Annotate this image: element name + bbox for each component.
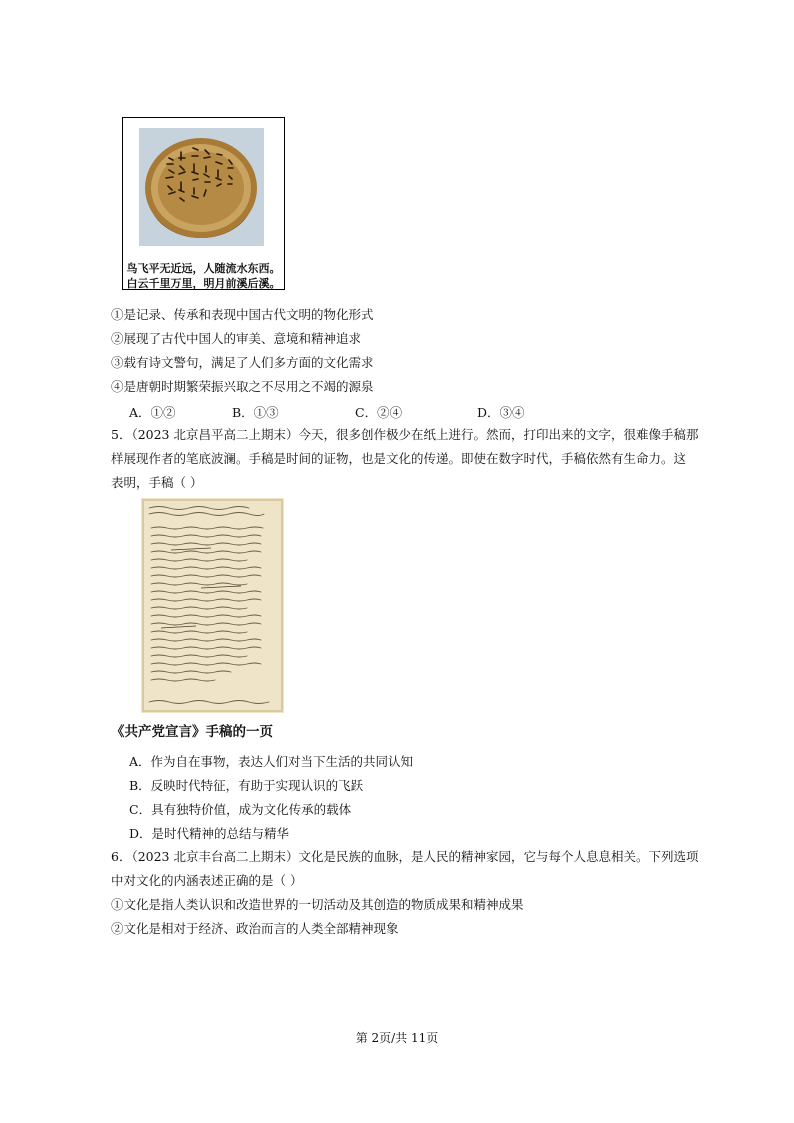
q5-stem-line3: 表明，手稿（ ） <box>111 475 203 490</box>
q4-choice-d[interactable]: D．③④ <box>477 405 525 420</box>
bowl-illustration <box>139 128 264 246</box>
page-footer: 第 2页/共 11页 <box>355 1031 439 1045</box>
q4-choices <box>129 403 629 419</box>
manuscript-caption: 《共产党宣言》手稿的一页 <box>111 724 273 740</box>
q4-statement-4: ④是唐朝时期繁荣振兴取之不尽用之不竭的源泉 <box>111 379 374 394</box>
q6-statement-1: ①文化是指人类认识和改造世界的一切活动及其创造的物质成果和精神成果 <box>111 897 524 912</box>
bowl-figure <box>122 117 285 290</box>
q5-option-c[interactable]: C．具有独特价值，成为文化传承的载体 <box>129 802 352 817</box>
q6-statement-2: ②文化是相对于经济、政治而言的人类全部精神现象 <box>111 921 399 936</box>
q5-stem-line2: 样展现作者的笔底波澜。手稿是时间的证物，也是文化的传递。即使在数字时代，手稿依然有生命力。这 <box>111 451 687 466</box>
q4-statement-3: ③载有诗文警句，满足了人们多方面的文化需求 <box>111 355 374 370</box>
q4-statement-1: ①是记录、传承和表现中国古代文明的物化形式 <box>111 307 374 322</box>
q5-option-b[interactable]: B．反映时代特征，有助于实现认识的飞跃 <box>129 778 364 793</box>
q6-stem-line1: 6．（2023 北京丰台高二上期末）文化是民族的血脉，是人民的精神家园，它与每个人息息相关。下列选项 <box>111 849 699 864</box>
q5-option-a[interactable]: A．作为自在事物，表达人们对当下生活的共同认知 <box>129 754 414 769</box>
bowl-caption-line2: 白云千里万里，明月前溪后溪。 <box>126 277 281 290</box>
q4-choice-a[interactable]: A．①② <box>129 405 176 420</box>
q5-stem-line1: 5．（2023 北京昌平高二上期末）今天，很多创作极少在纸上进行。然而，打印出来的文字，很难像手稿那 <box>111 427 699 442</box>
q4-choice-b[interactable]: B．①③ <box>232 405 279 420</box>
q4-statement-2: ②展现了古代中国人的审美、意境和精神追求 <box>111 331 362 346</box>
manuscript-illustration <box>141 498 284 713</box>
q5-option-d[interactable]: D．是时代精神的总结与精华 <box>129 826 290 841</box>
bowl-photo <box>139 128 264 246</box>
bowl-caption-line1: 鸟飞平无近远，人随流水东西。 <box>126 262 281 275</box>
q6-stem-line2: 中对文化的内涵表述正确的是（ ） <box>111 873 303 888</box>
q4-choice-c[interactable]: C．②④ <box>355 405 403 420</box>
manuscript-figure <box>141 498 284 713</box>
